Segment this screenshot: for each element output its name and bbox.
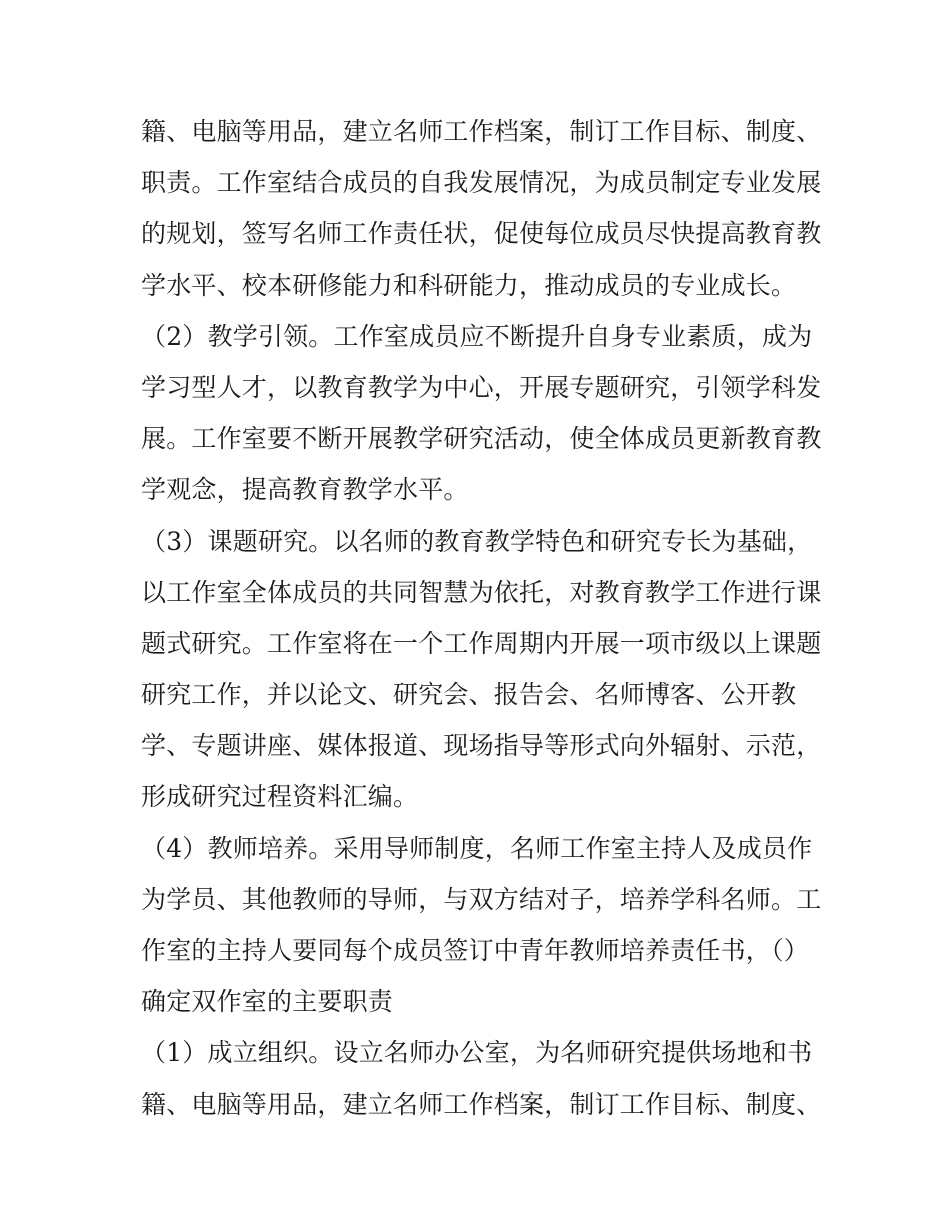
text-line: 以工作室全体成员的共同智慧为依托，对教育教学工作进行课 xyxy=(141,577,822,607)
text-line: 籍、电脑等用品，建立名师工作档案，制订工作目标、制度、 xyxy=(141,117,822,146)
text-line: 展。工作室要不断开展教学研究活动，使全体成员更新教育教 xyxy=(141,424,822,454)
text-line: 确定双作室的主要职责 xyxy=(141,987,394,1017)
text-line: 形成研究过程资料汇编。 xyxy=(141,782,419,812)
text-line: 职责。工作室结合成员的自我发展情况，为成员制定专业发展 xyxy=(141,168,822,198)
text-line: 为学员、其他教师的导师，与双方结对子，培养学科名师。工 xyxy=(141,884,822,914)
document-body xyxy=(141,106,821,1130)
text-line: 学习型人才，以教育教学为中心，开展专题研究，引领学科发 xyxy=(141,372,822,402)
text-line: （1）成立组织。设立名师办公室，为名师研究提供场地和书 xyxy=(141,1038,813,1068)
text-line: （4）教师培养。采用导师制度，名师工作室主持人及成员作 xyxy=(141,833,813,863)
text-line: 题式研究。工作室将在一个工作周期内开展一项市级以上课题 xyxy=(141,628,822,658)
text-line: 学观念，提高教育教学水平。 xyxy=(141,475,469,505)
text-line: 学水平、校本研修能力和科研能力，推动成员的专业成长。 xyxy=(141,270,797,300)
text-line: 作室的主持人要同每个成员签订中青年教师培养责任书，（） xyxy=(141,936,809,965)
text-line: 研究工作，并以论文、研究会、报告会、名师博客、公开教 xyxy=(141,680,797,710)
text-line: 籍、电脑等用品，建立名师工作档案，制订工作目标、制度、 xyxy=(141,1089,822,1119)
text-line: （2）教学引领。工作室成员应不断提升自身专业素质，成为 xyxy=(141,321,813,351)
text-line: 的规划，签写名师工作责任状，促使每位成员尽快提高教育教 xyxy=(141,219,822,249)
text-line: 学、专题讲座、媒体报道、现场指导等形式向外辐射、示范， xyxy=(141,731,822,761)
text-line: （3）课题研究。以名师的教育教学特色和研究专长为基础， xyxy=(141,526,813,556)
